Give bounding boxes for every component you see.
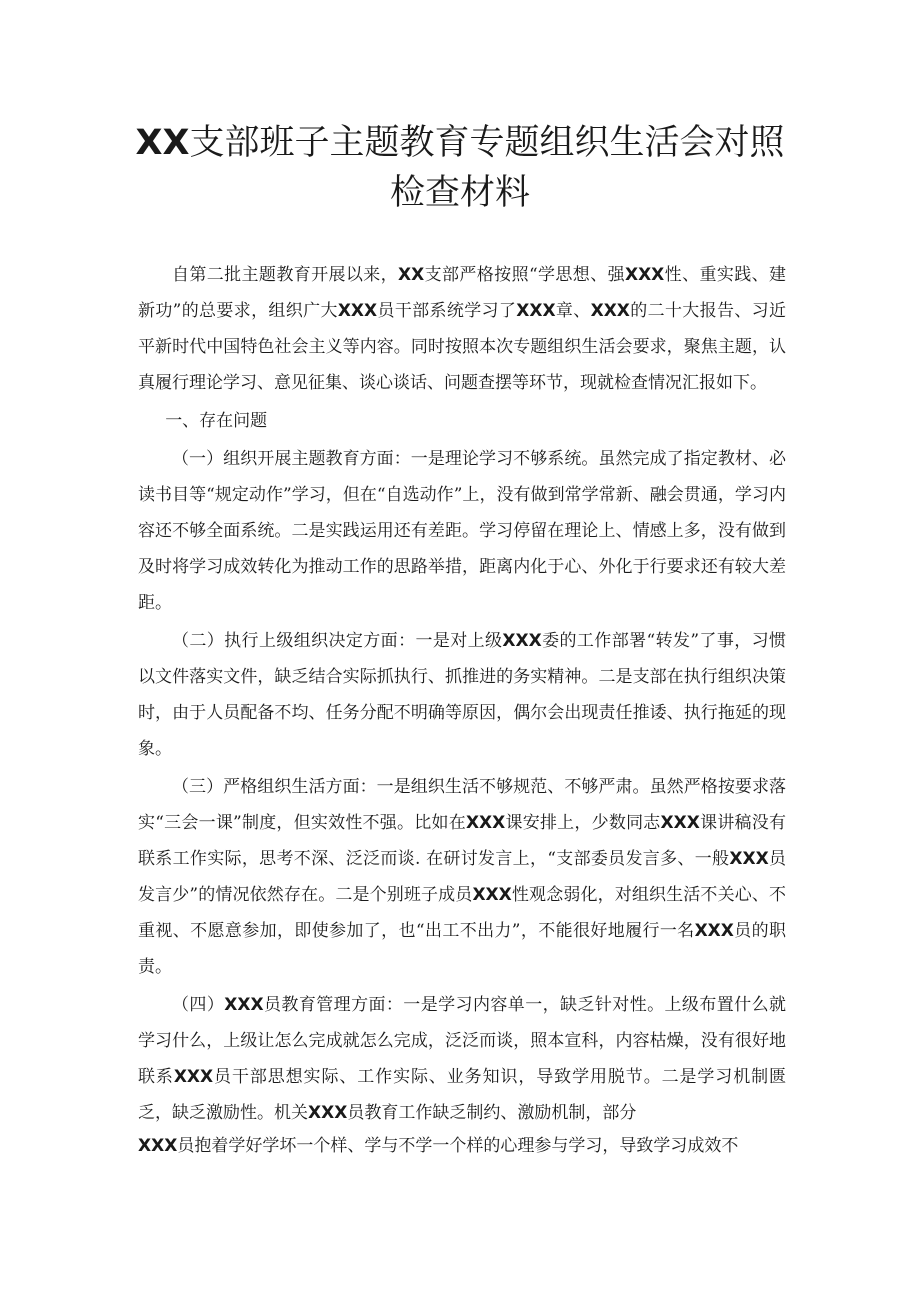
issue-paragraph-4-continued: XXX员抱着学好学坏一个样、学与不学一个样的心理参与学习，导致学习成效不: [138, 1136, 739, 1156]
document-title: XX支部班子主题教育专题组织生活会对照检查材料: [135, 123, 785, 213]
issue-paragraph-2: （二）执行上级组织决定方面：一是对上级XXX委的工作部署“转发”了事，习惯以文件落实文件，缺乏结合实际抓执行、抓推进的务实精神。二是支部在执行组织决策时，由于人员配备不均、任务分配不明确等原因，偶尔会出现责任推诿、执行拖延的现象。: [138, 631, 786, 759]
document-body: [138, 257, 786, 1161]
issue-paragraph-3: （三）严格组织生活方面：一是组织生活不够规范、不够严肃。虽然严格按要求落实“三会一课”制度，但实效性不强。比如在XXX课安排上，少数同志XXX课讲稿没有联系工作实际，思考不深、泛泛而谈. 在研讨发言上，“支部委员发言多、一般XXX员发言少”的情况依然存在。二是个别班子成员XXX性观念弱化，对组织生活不关心、不重视、不愿意参加，即使参加了，也“出工不出力”，不能很好地履行一名XXX员的职责。: [138, 777, 787, 977]
intro-paragraph: 自第二批主题教育开展以来，XX支部严格按照“学思想、强XXX性、重实践、建新功”的总要求，组织广大XXX员干部系统学习了XXX章、XXX的二十大报告、习近平新时代中国特色社会主义等内容。同时按照本次专题组织生活会要求，聚焦主题，认真履行理论学习、意见征集、谈心谈话、问题查摆等环节，现就检查情况汇报如下。: [138, 265, 787, 393]
issue-paragraph-1: （一）组织开展主题教育方面：一是理论学习不够系统。虽然完成了指定教材、必读书目等“规定动作”学习，但在“自选动作”上，没有做到常学常新、融会贯通，学习内容还不够全面系统。二是实践运用还有差距。学习停留在理论上、情感上多，没有做到及时将学习成效转化为推动工作的思路举措，距离内化于心、外化于行要求还有较大差距。: [138, 449, 786, 613]
section-heading: 一、存在问题: [165, 411, 268, 431]
issue-paragraph-4: （四）XXX员教育管理方面：一是学习内容单一，缺乏针对性。上级布置什么就学习什么，上级让怎么完成就怎么完成，泛泛而谈，照本宣科，内容枯燥，没有很好地联系XXX员干部思想实际、工作实际、业务知识，导致学用脱节。二是学习机制匮乏，缺乏激励性。机关XXX员教育工作缺乏制约、激励机制，部分: [138, 995, 787, 1123]
